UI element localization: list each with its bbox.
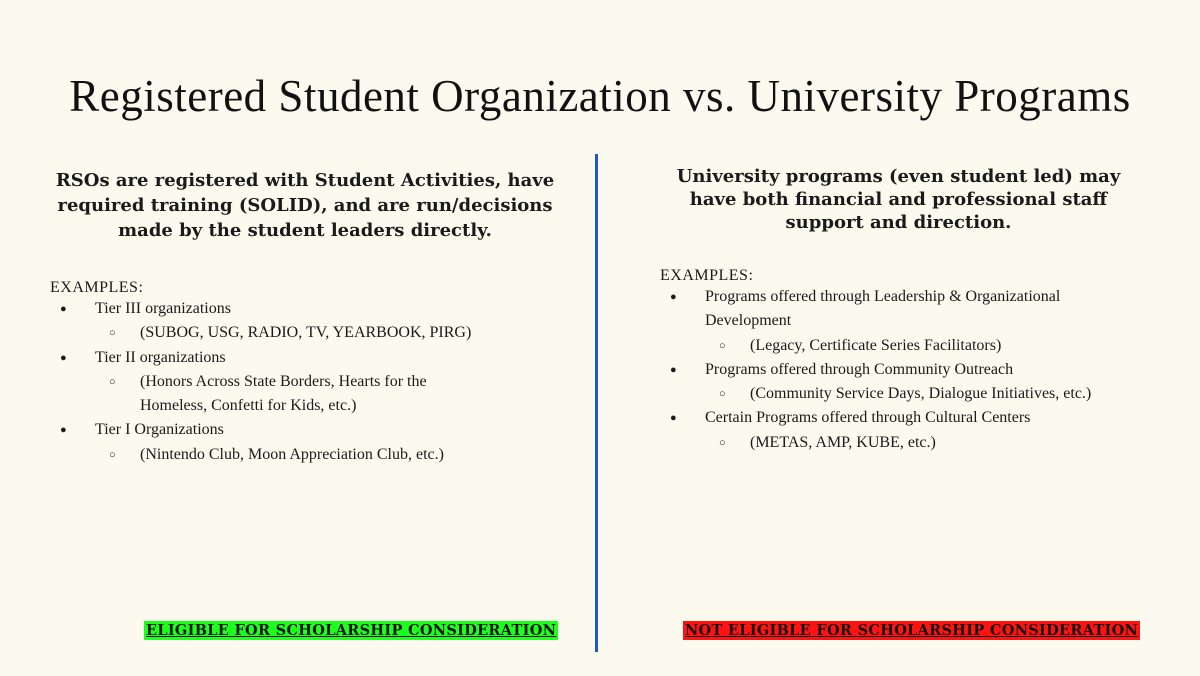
programs-heading: University programs (even student led) may have both financial and professional staff support and direction. (676, 166, 1121, 233)
rso-examples-list (50, 297, 570, 467)
list-item (660, 285, 1145, 358)
rso-heading: RSOs are registered with Student Activities, have required training (SOLID), and are run/decisions made by the student leaders directly. (55, 170, 555, 241)
sub-list-item: ○ (Legacy, Certificate Series Facilitators) (705, 334, 1130, 358)
slide-title: Registered Student Organization vs. University Programs (69, 71, 1131, 121)
list-item-label: Programs offered through Community Outreach (705, 360, 1014, 378)
rso-column (50, 168, 570, 467)
sub-list-item: ○ (Honors Across State Borders, Hearts for the Homeless, Confetti for Kids, etc.) (95, 370, 480, 419)
eligible-badge: ELIGIBLE FOR SCHOLARSHIP CONSIDERATION (146, 622, 557, 639)
university-programs-column (660, 165, 1150, 455)
list-item-label: Tier III organizations (95, 300, 231, 317)
list-item-label: Programs offered through Leadership & Organizational Development (705, 288, 1061, 330)
list-item-label: Tier II organizations (95, 348, 226, 366)
list-item-label: Certain Programs offered through Cultural Centers (705, 409, 1031, 427)
sub-list-item: ○ (Nintendo Club, Moon Appreciation Club, etc.) (95, 443, 480, 467)
sub-list-item: ○ (METAS, AMP, KUBE, etc.) (705, 431, 1130, 455)
list-item (50, 346, 505, 419)
rso-examples-label: EXAMPLES: (50, 279, 144, 296)
programs-examples-label: EXAMPLES: (660, 267, 754, 284)
list-item (660, 358, 1145, 407)
list-item (50, 297, 505, 346)
list-item (660, 406, 1145, 455)
programs-examples-list (660, 285, 1150, 455)
sub-list-item: ○ (Community Service Days, Dialogue Initiatives, etc.) (705, 382, 1130, 406)
column-divider (595, 154, 598, 652)
list-item (50, 418, 505, 467)
sub-list-item: ○ (SUBOG, USG, RADIO, TV, YEARBOOK, PIRG) (95, 321, 480, 345)
not-eligible-badge: NOT ELIGIBLE FOR SCHOLARSHIP CONSIDERATION (685, 622, 1139, 639)
list-item-label: Tier I Organizations (95, 421, 224, 439)
